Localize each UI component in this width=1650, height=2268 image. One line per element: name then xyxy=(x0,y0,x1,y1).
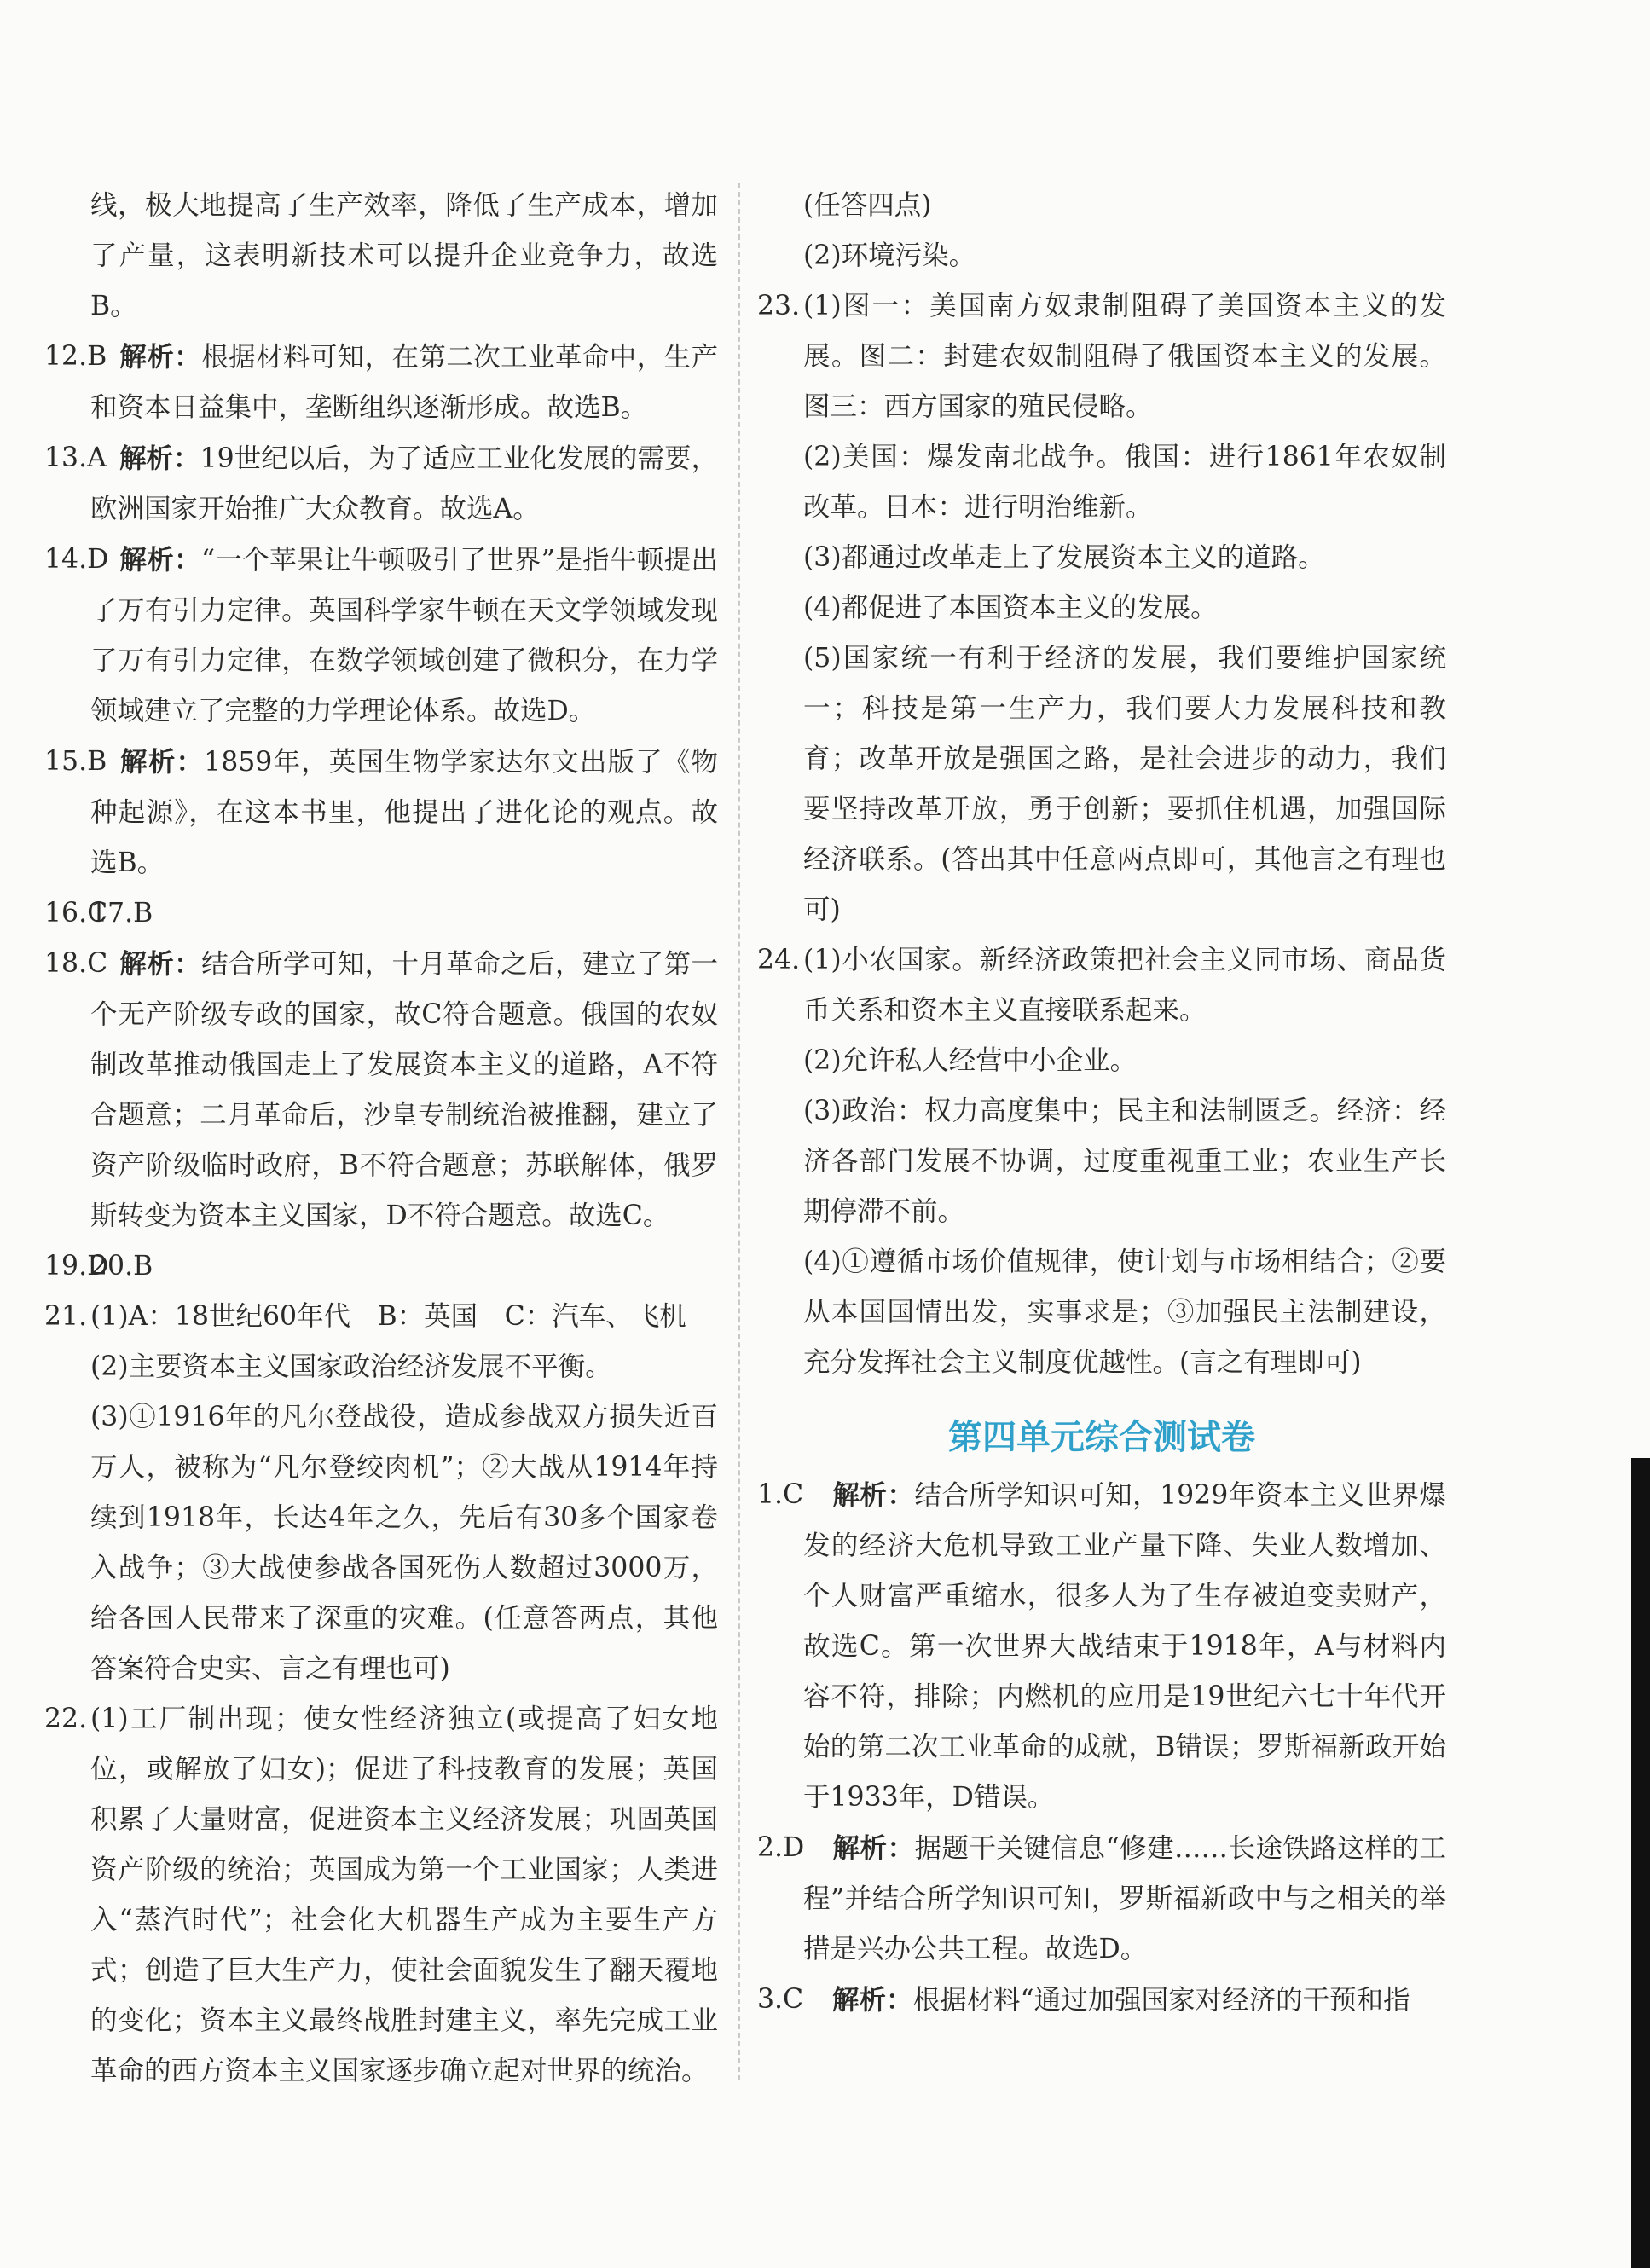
answer-number: 14.D xyxy=(44,544,109,575)
answer-entry xyxy=(757,281,1446,432)
answer-text: (4)都促进了本国资本主义的发展。 xyxy=(803,593,1218,623)
answer-text: 根据材料“通过加强国家对经济的干预和指 xyxy=(912,1985,1410,2016)
answer-text: 19世纪以后，为了适应工业化发展的需要，欧洲国家开始推广大众教育。故选A。 xyxy=(90,443,718,524)
answer-entry xyxy=(44,1241,718,1292)
analysis-label: 解析： xyxy=(119,341,202,373)
answer-text: 根据材料可知，在第二次工业革命中，生产和资本日益集中，垄断组织逐渐形成。故选B。 xyxy=(90,342,718,423)
answer-number: 1.C xyxy=(757,1479,804,1510)
answer-number: 23. xyxy=(757,291,801,321)
answer-entry xyxy=(757,1823,1446,1975)
answer-number: 12.B xyxy=(44,341,107,372)
answer-text: 线，极大地提高了生产效率，降低了生产成本，增加了产量，这表明新技术可以提升企业竞争力，故选B。 xyxy=(90,190,718,321)
answer-entry xyxy=(44,181,718,332)
answer-entry xyxy=(757,634,1446,935)
left-column xyxy=(44,181,718,2097)
answer-text: 20.B xyxy=(90,1251,153,1282)
answer-text: (3)①1916年的凡尔登战役，造成参战双方损失近百万人，被称为“凡尔登绞肉机”；②大战从1914年持续到1918年，长达4年之久，先后有30多个国家卷入战争；③大战使参战各国死伤人数超过3000万，给各国人民带来了深重的灾难。(任意答两点，其他答案符合史实、言之有理也可) xyxy=(90,1402,718,1684)
answer-entry xyxy=(757,231,1446,281)
answer-number: 21. xyxy=(44,1301,88,1332)
answer-number: 19.D xyxy=(44,1251,109,1282)
answer-entry xyxy=(757,1237,1446,1388)
answer-entry xyxy=(44,1292,718,1342)
answer-entry xyxy=(44,1694,718,2097)
answer-number: 24. xyxy=(757,945,801,975)
answer-entry xyxy=(44,433,718,535)
answer-text: (4)①遵循市场价值规律，使计划与市场相结合；②要从本国国情出发，实事求是；③加强民主法制建设，充分发挥社会主义制度优越性。(言之有理即可) xyxy=(803,1247,1446,1378)
analysis-label: 解析： xyxy=(119,948,202,980)
answer-text: 结合所学知识可知，1929年资本主义世界爆发的经济大危机导致工业产量下降、失业人数增加、个人财富严重缩水，很多人为了生存被迫变卖财产，故选C。第一次世界大战结束于1918年，A与材料内容不符，排除；内燃机的应用是19世纪六七十年代开始的第二次工业革命的成就，B错误；罗斯福新政开始于1933年，D错误。 xyxy=(803,1480,1446,1813)
answer-entry xyxy=(757,432,1446,533)
analysis-label: 解析： xyxy=(119,544,201,576)
answer-entry xyxy=(757,181,1446,231)
answer-entry xyxy=(757,1975,1446,2026)
answer-text: (2)环境污染。 xyxy=(803,240,976,271)
answer-entry xyxy=(757,935,1446,1036)
answer-text: (2)主要资本主义国家政治经济发展不平衡。 xyxy=(90,1351,612,1382)
answer-text: (1)小农国家。新经济政策把社会主义同市场、商品货币关系和资本主义直接联系起来。 xyxy=(803,945,1446,1026)
answer-entry xyxy=(757,1086,1446,1237)
right-column xyxy=(757,181,1446,2026)
answer-number: 22. xyxy=(44,1704,88,1734)
answer-text: (3)政治：权力高度集中；民主和法制匮乏。经济：经济各部门发展不协调，过度重视重工业；农业生产长期停滞不前。 xyxy=(803,1096,1446,1227)
answer-entry xyxy=(44,888,718,939)
answer-text: 据题干关键信息“修建……长途铁路这样的工程”并结合所学知识可知，罗斯福新政中与之相关的举措是兴办公共工程。故选D。 xyxy=(803,1833,1446,1964)
answer-text: (1)A：18世纪60年代 B：英国 C：汽车、飞机 xyxy=(90,1301,686,1332)
answer-number: 2.D xyxy=(757,1832,805,1863)
section-title: 第四单元综合测试卷 xyxy=(948,1418,1255,1457)
analysis-label: 解析： xyxy=(832,1832,915,1864)
answer-text: (1)图一：美国南方奴隶制阻碍了美国资本主义的发展。图二：封建农奴制阻碍了俄国资本主义的发展。图三：西方国家的殖民侵略。 xyxy=(803,291,1446,422)
answer-text: (2)允许私人经营中小企业。 xyxy=(803,1045,1138,1076)
answer-entry xyxy=(44,737,718,888)
answer-entry xyxy=(757,583,1446,634)
answer-text: 17.B xyxy=(90,898,153,929)
right-answers-bottom xyxy=(757,1470,1446,2026)
answer-number: 18.C xyxy=(44,948,108,979)
scan-edge-shadow xyxy=(1631,1458,1650,2268)
right-answers-top xyxy=(757,181,1446,1388)
answer-number: 16.C xyxy=(44,898,108,929)
analysis-label: 解析： xyxy=(119,443,200,474)
answer-number: 13.A xyxy=(44,443,107,473)
analysis-label: 解析： xyxy=(832,1479,915,1511)
answer-entry xyxy=(44,939,718,1241)
answer-number: 15.B xyxy=(44,746,107,777)
answer-text: (5)国家统一有利于经济的发展，我们要维护国家统一；科技是第一生产力，我们要大力发展科技和教育；改革开放是强国之路，是社会进步的动力，我们要坚持改革开放，勇于创新；要抓住机遇，加强国际经济联系。(答出其中任意两点即可，其他言之有理也可) xyxy=(803,643,1446,925)
answer-text: 结合所学可知，十月革命之后，建立了第一个无产阶级专政的国家，故C符合题意。俄国的农奴制改革推动俄国走上了发展资本主义的道路，A不符合题意；二月革命后，沙皇专制统治被推翻，建立了资产阶级临时政府，B不符合题意；苏联解体，俄罗斯转变为资本主义国家，D不符合题意。故选C。 xyxy=(90,949,718,1231)
answer-entry xyxy=(44,332,718,433)
answer-text: “一个苹果让牛顿吸引了世界”是指牛顿提出了万有引力定律。英国科学家牛顿在天文学领域发现了万有引力定律，在数学领域创建了微积分，在力学领域建立了完整的力学理论体系。故选D。 xyxy=(90,545,718,726)
answer-text: (1)工厂制出现；使女性经济独立(或提高了妇女地位，或解放了妇女)；促进了科技教育的发展；英国积累了大量财富，促进资本主义经济发展；巩固英国资产阶级的统治；英国成为第一个工业国家；人类进入“蒸汽时代”；社会化大机器生产成为主要生产方式；创造了巨大生产力，使社会面貌发生了翻天覆地的变化；资本主义最终战胜封建主义，率先完成工业革命的西方资本主义国家逐步确立起对世界的统治。 xyxy=(90,1704,718,2086)
answer-text: (3)都通过改革走上了发展资本主义的道路。 xyxy=(803,542,1325,573)
answer-entry xyxy=(44,1392,718,1694)
answer-number: 3.C xyxy=(757,1984,804,2015)
answer-entry xyxy=(757,1470,1446,1823)
column-divider xyxy=(738,183,740,2080)
answer-entry xyxy=(44,535,718,737)
analysis-label: 解析： xyxy=(832,1984,913,2016)
answer-entry xyxy=(44,1342,718,1392)
answer-text: (2)美国：爆发南北战争。俄国：进行1861年农奴制改革。日本：进行明治维新。 xyxy=(803,442,1446,523)
analysis-label: 解析： xyxy=(119,746,205,778)
answer-entry xyxy=(757,1036,1446,1086)
answer-text: (任答四点) xyxy=(803,190,932,221)
answer-entry xyxy=(757,533,1446,583)
answer-text: 1859年，英国生物学家达尔文出版了《物种起源》，在这本书里，他提出了进化论的观点。故选B。 xyxy=(90,747,718,878)
